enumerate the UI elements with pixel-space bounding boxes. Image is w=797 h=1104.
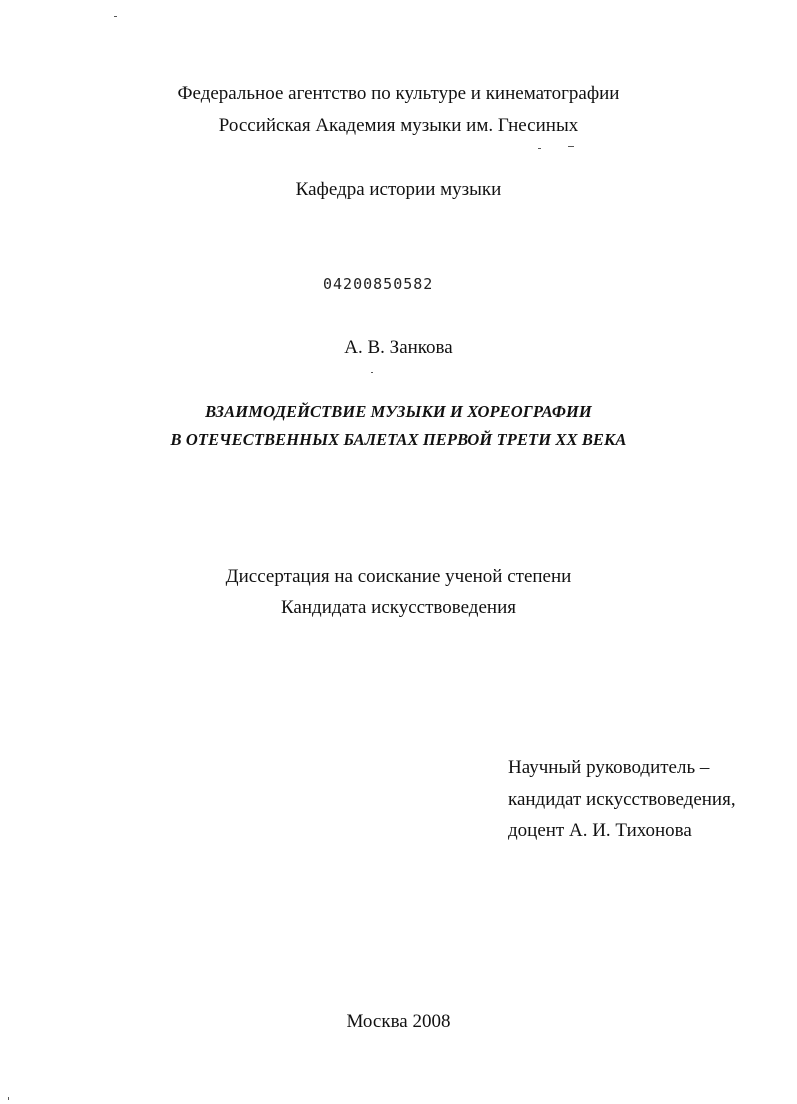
scan-speck xyxy=(114,16,117,17)
agency-heading: Федеральное агентство по культуре и кинематографии xyxy=(177,83,620,104)
supervisor-line-2: кандидат искусствоведения, xyxy=(508,789,736,810)
place-and-year: Москва 2008 xyxy=(346,1011,451,1032)
dissertation-title-line-2: В ОТЕЧЕСТВЕННЫХ БАЛЕТАХ ПЕРВОЙ ТРЕТИ XX ВЕКА xyxy=(170,430,627,449)
dissertation-title-line-1: ВЗАИМОДЕЙСТВИЕ МУЗЫКИ И ХОРЕОГРАФИИ xyxy=(205,402,592,421)
scan-speck xyxy=(371,372,373,373)
supervisor-line-3: доцент А. И. Тихонова xyxy=(508,820,692,841)
academy-heading: Российская Академия музыки им. Гнесиных xyxy=(218,115,579,136)
degree-line-2: Кандидата искусствоведения xyxy=(281,597,516,618)
degree-line-1: Диссертация на соискание ученой степени xyxy=(225,566,572,587)
scan-speck xyxy=(8,1097,9,1100)
scan-speck xyxy=(538,148,541,149)
catalog-number: 04200850582 xyxy=(323,275,434,293)
supervisor-line-1: Научный руководитель – xyxy=(508,757,710,778)
author-name: А. В. Занкова xyxy=(344,337,453,358)
department-heading: Кафедра истории музыки xyxy=(295,179,502,200)
scan-speck xyxy=(568,146,574,147)
